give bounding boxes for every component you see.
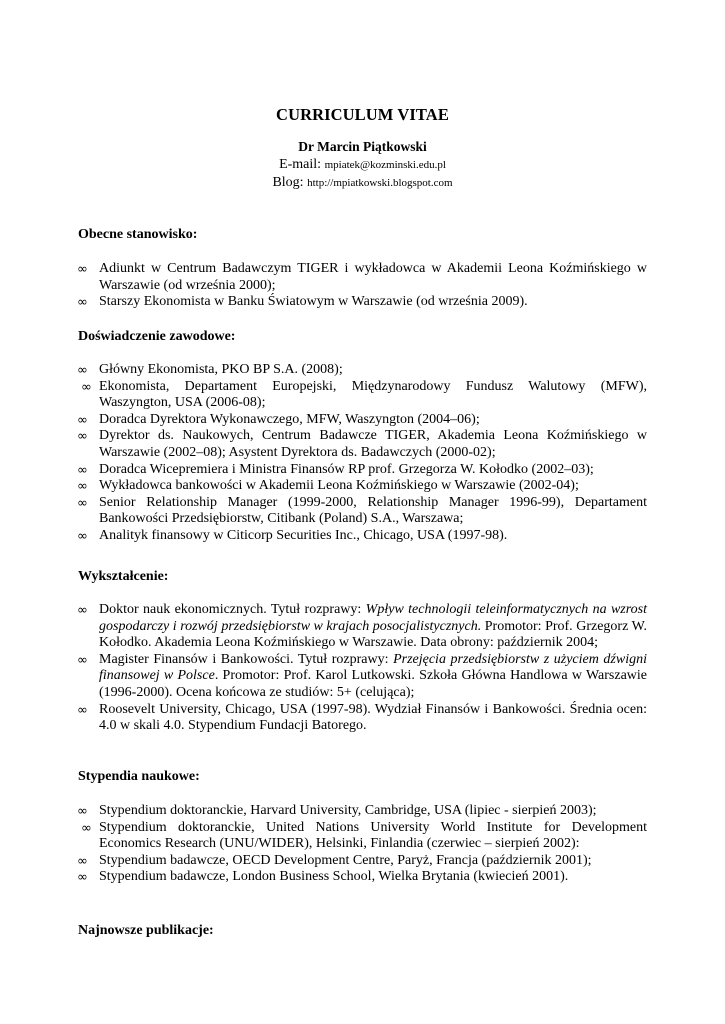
education-list [0, 602, 725, 735]
list-item: ∞ Dyrektor ds. Naukowych, Centrum Badawcze TIGER, Akademia Leona Koźmińskiego w Warszawie (2002–08); Asystent Dyrektora ds. Badawczych (2000-02); [77, 428, 647, 460]
list-item: ∞ Doradca Dyrektora Wykonawczego, MFW, Waszyngton (2004–06); [77, 411, 480, 428]
infinity-bullet-icon: ∞ [77, 462, 88, 478]
blog-line [0, 175, 725, 191]
infinity-bullet-icon: ∞ [77, 603, 88, 618]
list-item: ∞ Stypendium badawcze, OECD Development Centre, Paryż, Francja (październik 2001); [77, 852, 592, 869]
email-line [0, 157, 725, 173]
person-name: Dr Marcin Piątkowski [298, 139, 427, 154]
list-item: ∞ Główny Ekonomista, PKO BP S.A. (2008); [77, 362, 343, 378]
list-item: ∞ Doktor nauk ekonomicznych. Tytuł rozprawy: Wpływ technologii teleinformatycznych na wzrost gospodarczy i rozwój przedsiębiorstw w krajach posocjalistycznych. Promotor: Prof. Grzegorz W. Kołodko. Akademia Leona Koźmińskiego w Warszawie. Data obrony: październik 2004; [77, 602, 647, 651]
section-heading-publications: Najnowsze publikacje: [78, 923, 214, 938]
infinity-bullet-icon: ∞ [77, 429, 88, 445]
infinity-bullet-icon: ∞ [77, 804, 88, 819]
blog-value[interactable]: http://mpiatkowski.blogspot.com [307, 177, 453, 189]
infinity-bullet-icon: ∞ [77, 702, 88, 718]
email-label: E-mail: [279, 157, 322, 172]
infinity-bullet-icon: ∞ [77, 479, 88, 495]
infinity-bullet-icon: ∞ [77, 870, 88, 886]
infinity-bullet-icon: ∞ [77, 363, 88, 378]
list-item: ∞ Magister Finansów i Bankowości. Tytuł rozprawy: Przejęcia przedsiębiorstw z użyciem dźwigni finansowej w Polsce. Promotor: Prof. Karol Lutkowski. Szkoła Główna Handlowa w Warszawie (1996-2000). Ocena końcowa ze studiów: 5+ (celująca); [77, 651, 647, 700]
infinity-bullet-icon: ∞ [77, 262, 88, 277]
email-value[interactable]: mpiatek@kozminski.edu.pl [324, 159, 446, 171]
list-item: ∞ Stypendium doktoranckie, Harvard University, Cambridge, USA (lipiec - sierpień 2003); [77, 803, 597, 819]
infinity-bullet-icon: ∞ [77, 652, 88, 668]
current-position-list [0, 261, 725, 311]
list-item: ∞ Roosevelt University, Chicago, USA (1997-98). Wydział Finansów i Bankowości. Średnia ocen: 4.0 w skali 4.0. Stypendium Fundacji Batorego. [77, 701, 647, 734]
list-item: ∞ Analityk finansowy w Citicorp Securities Inc., Chicago, USA (1997-98). [77, 527, 508, 544]
infinity-bullet-icon: ∞ [77, 295, 88, 311]
infinity-bullet-icon: ∞ [77, 412, 88, 428]
list-item: ∞ Adiunkt w Centrum Badawczym TIGER i wykładowca w Akademii Leona Koźmińskiego w Warszawie (od września 2000); [77, 261, 647, 293]
scholarships-list [0, 803, 725, 886]
blog-label: Blog: [272, 175, 304, 190]
document-title: CURRICULUM VITAE [276, 105, 449, 124]
list-item: ∞ Wykładowca bankowości w Akademii Leona Koźmińskiego w Warszawie (2002-04); [77, 478, 579, 495]
list-item: ∞ Stypendium badawcze, London Business School, Wielka Brytania (kwiecień 2001). [77, 869, 569, 886]
infinity-bullet-icon: ∞ [77, 495, 88, 511]
list-item: ∞ Starszy Ekonomista w Banku Światowym w Warszawie (od września 2009). [77, 294, 528, 311]
section-heading-education: Wykształcenie: [78, 569, 169, 584]
list-item: ∞ Doradca Wicepremiera i Ministra Finansów RP prof. Grzegorza W. Kołodko (2002–03); [77, 461, 594, 478]
infinity-bullet-icon: ∞ [77, 853, 88, 869]
infinity-bullet-icon: ∞ [81, 820, 92, 836]
list-item: ∞ Senior Relationship Manager (1999-2000, Relationship Manager 1996-99), Departament Bankowości Przedsiębiorstw, Citibank (Poland) S.A., Warszawa; [77, 494, 647, 527]
section-heading-current: Obecne stanowisko: [78, 227, 198, 242]
section-heading-experience: Doświadczenie zawodowe: [78, 329, 236, 344]
list-item: ∞ Stypendium doktoranckie, United Nations University World Institute for Development Economics Research (UNU/WIDER), Helsinki, Finlandia (czerwiec – sierpień 2002): [81, 819, 647, 852]
section-heading-scholarships: Stypendia naukowe: [78, 769, 200, 784]
infinity-bullet-icon: ∞ [81, 379, 92, 395]
experience-list [0, 362, 725, 545]
list-item: ∞ Ekonomista, Departament Europejski, Międzynarodowy Fundusz Walutowy (MFW), Waszyngton, USA (2006-08); [81, 378, 647, 411]
infinity-bullet-icon: ∞ [77, 528, 88, 544]
